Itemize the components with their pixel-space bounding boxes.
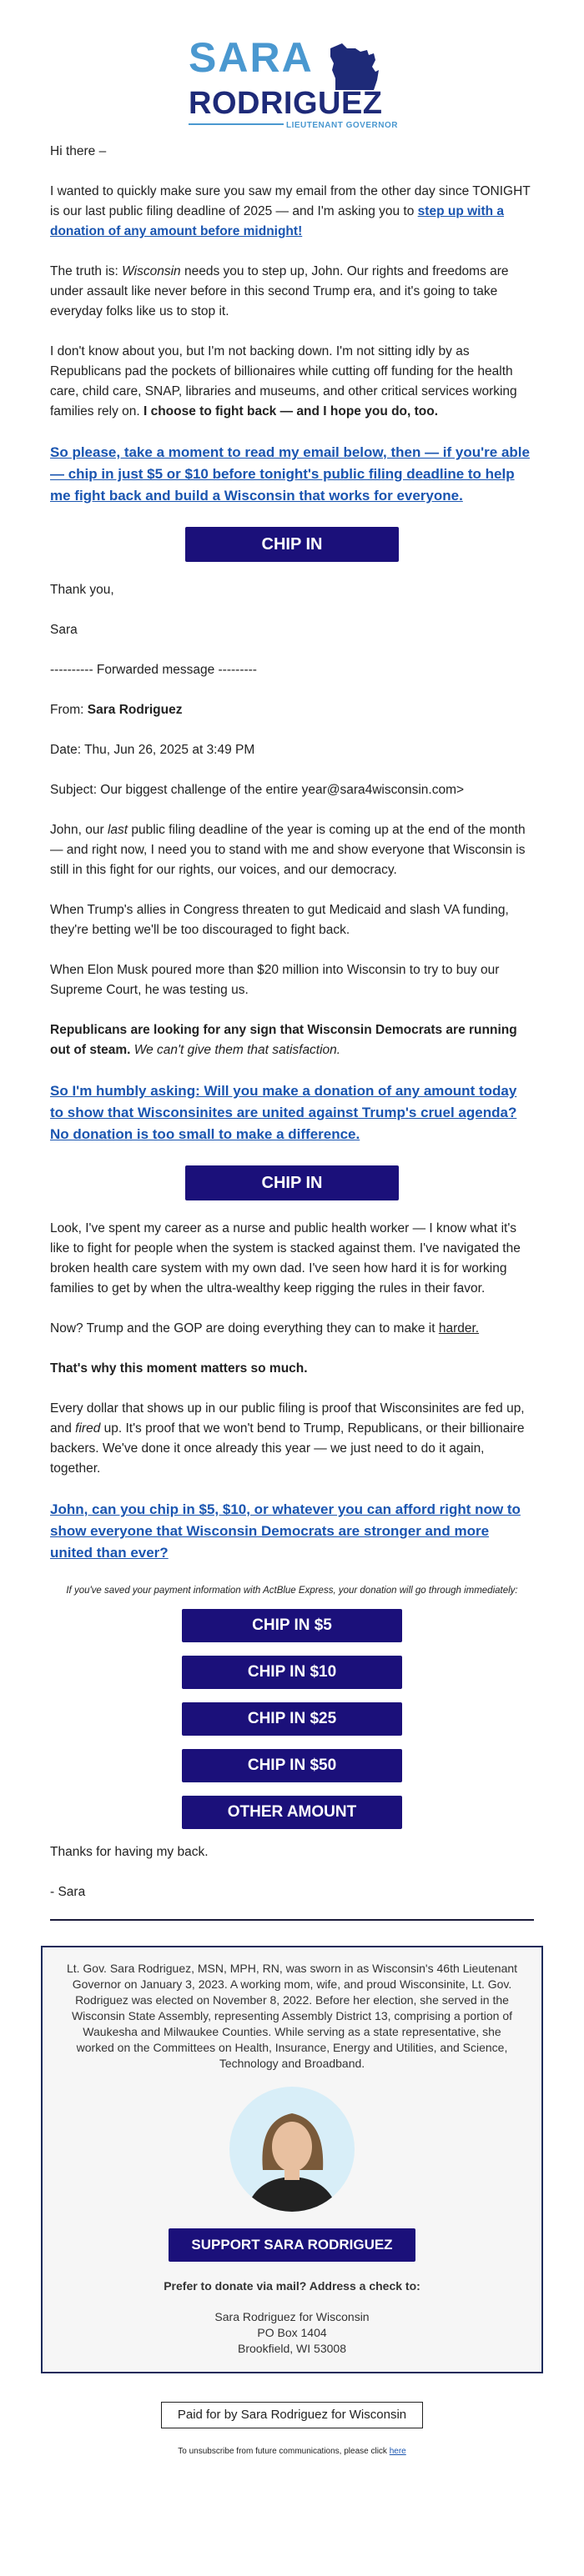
date-line: Date: Thu, Jun 26, 2025 at 3:49 PM xyxy=(50,743,255,757)
republicans-italic: We can't give them that satisfaction. xyxy=(130,1043,341,1057)
subject-line: Subject: Our biggest challenge of the entire year@sara4wisconsin.com> xyxy=(50,783,465,797)
unsubscribe-link[interactable]: here xyxy=(389,2447,406,2456)
paragraph-truth xyxy=(50,262,534,322)
logo-rule xyxy=(189,123,284,125)
donation-ask-link-2[interactable]: So I'm humbly asking: Will you make a donation of any amount today to show that Wisconsinites are united against Trump's cruel agenda? No donation is too small to make a difference. xyxy=(50,1083,517,1142)
intro-text: I wanted to quickly make sure you saw my email from the other day since TONIGHT is our last public filing deadline of 2025 — and I'm asking you to xyxy=(50,184,531,218)
other-amount-button[interactable]: OTHER AMOUNT xyxy=(182,1796,402,1829)
address-line-3: Brookfield, WI 53008 xyxy=(238,2342,346,2355)
email-body xyxy=(0,142,584,1902)
paragraph-fight xyxy=(50,342,534,422)
dollar-italic: fired xyxy=(75,1421,101,1436)
paid-for-disclaimer: Paid for by Sara Rodriguez for Wisconsin xyxy=(161,2402,423,2428)
forwarded-divider: ---------- Forwarded message --------- xyxy=(50,663,257,677)
truth-italic: Wisconsin xyxy=(122,264,181,278)
avatar xyxy=(229,2087,355,2212)
chip-in-button-1[interactable]: CHIP IN xyxy=(185,527,399,562)
address-line-2: PO Box 1404 xyxy=(257,2326,327,2339)
truth-text-b: needs you to step up, John. Our rights and freedoms are under assault like never before in this second Trump era, and it's going to take everyday folks like us to stop it. xyxy=(50,264,509,318)
paragraph-nurse: Look, I've spent my career as a nurse and public health worker — I know what it's like to fight for people when the system is stacked against them. I've navigated the broken health care system with my own dad. I've seen how hard it is for working families to get by when the ultra-wealthy keep rigging the rules in their favor. xyxy=(50,1221,521,1296)
bio-text: Lt. Gov. Sara Rodriguez, MSN, MPH, RN, was sworn in as Wisconsin's 46th Lieutenant Governor on January 3, 2023. A working mom, wife, and proud Wisconsinite, Lt. Gov. Rodriguez was elected on November 8, 2022. Before her election, she served in the Wisconsin State Assembly, representing Assembly District 13, comprising a portion of Waukesha and Milwaukee Counties. While serving as a state representative, she worked on the Committees on Health, Insurance, Energy and Utilities, and Science, Technology and Broadband. xyxy=(66,1962,518,2070)
support-sara-button[interactable]: SUPPORT SARA RODRIGUEZ xyxy=(169,2228,415,2262)
paragraph-dollar xyxy=(50,1399,534,1479)
donation-ask-link-1[interactable]: So please, take a moment to read my email below, then — if you're able — chip in just $5 or $10 before tonight's public filing deadline to help me fight back and build a Wisconsin that works for everyone. xyxy=(50,444,530,504)
chip-in-10-button[interactable]: CHIP IN $10 xyxy=(182,1656,402,1689)
chip-in-25-button[interactable]: CHIP IN $25 xyxy=(182,1702,402,1736)
deadline-italic: last xyxy=(107,823,128,837)
campaign-logo xyxy=(0,0,584,142)
fight-bold: I choose to fight back — and I hope you do, too. xyxy=(143,404,439,418)
logo-title: LIEUTENANT GOVERNOR xyxy=(286,121,398,130)
fight-text: I don't know about you, but I'm not backing down. I'm not sitting idly by as Republicans pad the pockets of billionaires while cutting off funding for the health care, child care, SNAP, libraries and museums, and other critical services working families rely on. xyxy=(50,344,517,418)
moment-bold: That's why this moment matters so much. xyxy=(50,1361,308,1376)
actblue-note: If you've saved your payment information with ActBlue Express, your donation will go through immediately: xyxy=(66,1586,518,1596)
paragraph-deadline xyxy=(50,820,534,880)
paragraph-harder xyxy=(50,1319,534,1339)
republicans-bold: Republicans are looking for any sign that Wisconsin Democrats are running out of steam. xyxy=(50,1023,517,1057)
deadline-text-a: John, our xyxy=(50,823,108,837)
closing: Thanks for having my back. xyxy=(50,1845,209,1859)
logo-last-name: RODRIGUEZ xyxy=(189,86,383,121)
footer-divider xyxy=(50,1919,534,1921)
paragraph-musk: When Elon Musk poured more than $20 million into Wisconsin to try to buy our Supreme Court, he was testing us. xyxy=(50,963,500,997)
dollar-text-a: Every dollar that shows up in our public filing is proof that Wisconsinites are fed up, and xyxy=(50,1401,525,1436)
donation-ask-link-3[interactable]: John, can you chip in $5, $10, or whatever you can afford right now to show everyone that Wisconsin Democrats are stronger and more united than ever? xyxy=(50,1501,521,1561)
harder-text: Now? Trump and the GOP are doing everything they can to make it xyxy=(50,1321,439,1336)
from-line xyxy=(50,700,534,720)
dollar-text-b: up. It's proof that we won't bend to Trump, Republicans, or their billionaire backers. We've done it once already this year — we just need to do it again, together. xyxy=(50,1421,525,1476)
thanks: Thank you, xyxy=(50,583,114,597)
deadline-text-b: public filing deadline of the year is coming up at the end of the month — and right now, I need you to stand with me and show everyone that Wisconsin is still in this fight for our rights, our voices, and our democracy. xyxy=(50,823,526,877)
portrait-icon xyxy=(229,2087,355,2212)
mail-heading: Prefer to donate via mail? Address a check to: xyxy=(164,2279,420,2293)
chip-in-button-2[interactable]: CHIP IN xyxy=(185,1165,399,1200)
unsubscribe-text: To unsubscribe from future communications, please click xyxy=(178,2447,390,2456)
greeting: Hi there – xyxy=(50,144,107,158)
paragraph-congress: When Trump's allies in Congress threaten to gut Medicaid and slash VA funding, they're betting we'll be too discouraged to fight back. xyxy=(50,903,509,937)
paragraph-moment xyxy=(50,1359,534,1379)
from-name: Sara Rodriguez xyxy=(87,703,183,717)
truth-text-a: The truth is: xyxy=(50,264,123,278)
chip-in-5-button[interactable]: CHIP IN $5 xyxy=(182,1609,402,1642)
logo-first-name: SARA xyxy=(189,34,314,81)
paragraph-republicans xyxy=(50,1020,534,1060)
signoff-name: Sara xyxy=(50,623,78,637)
donate-link[interactable]: step up with a donation of any amount before midnight! xyxy=(50,204,505,238)
paragraph-intro xyxy=(50,182,534,242)
from-label: From: xyxy=(50,703,88,717)
closing-name: - Sara xyxy=(50,1885,86,1899)
address-line-1: Sara Rodriguez for Wisconsin xyxy=(214,2310,370,2323)
unsubscribe-line xyxy=(0,2447,584,2456)
bio-box xyxy=(41,1946,543,2373)
chip-in-50-button[interactable]: CHIP IN $50 xyxy=(182,1749,402,1782)
harder-underlined: harder. xyxy=(438,1321,480,1336)
